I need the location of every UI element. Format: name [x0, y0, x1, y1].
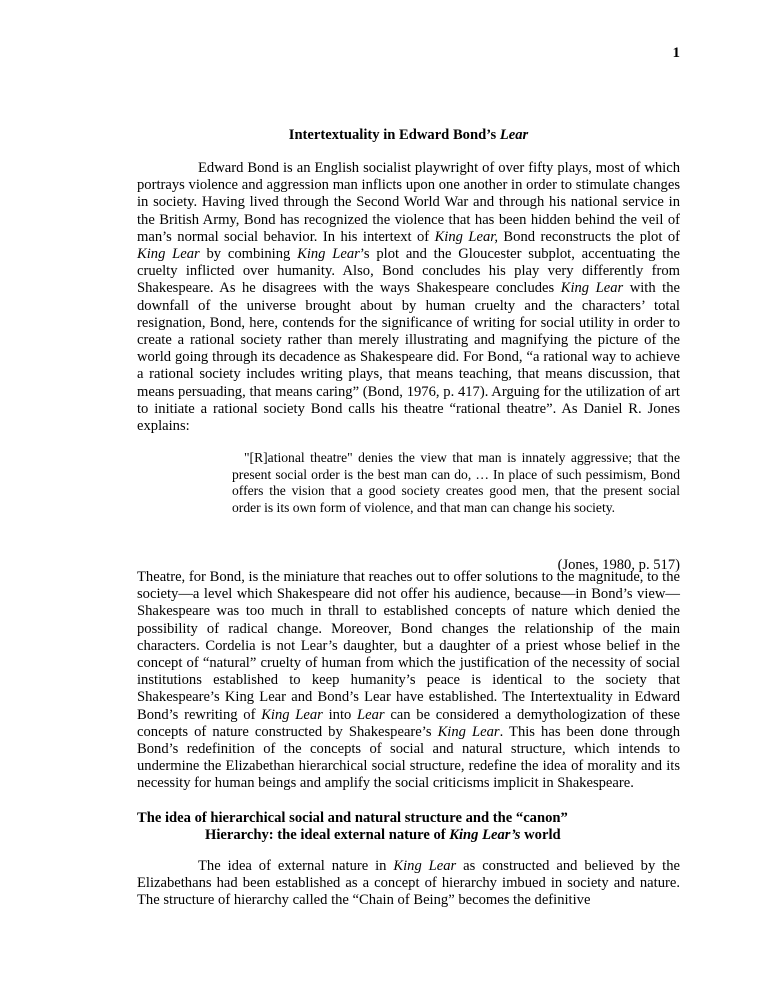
- p3-segment-2: as constructed and believed by the Elizabethans had been established as a concept of hierarchy imbued in society and nature. The structure of hierarchy called the “Chain of Being” becomes the definitive: [137, 858, 680, 909]
- body-paragraph-3: [137, 858, 680, 910]
- p2-segment-3: can be considered a demythologization of these concepts of nature constructed by Shakespeare’s: [137, 706, 680, 740]
- title-italic-text: Lear: [499, 127, 529, 143]
- p2-segment-1: Theatre, for Bond, is the miniature that reaches out to offer solutions to the magnitude, to the society—a level which Shakespeare did not offer his audience, because—in Bond’s view—Shakespeare was too much in thrall to established concepts of nature which denied the possibility of radical change. Moreover, Bond changes the relationship of the main characters. Cordelia is not Lear’s daughter, but a daughter of a priest whose belief in the concept of “natural” cruelty of human from which the justification of the necessity of social institutions established to keep humanity’s peace is identical to the society that Shakespeare’s King Lear and Bond’s Lear have established. The Intertextuality in Edward Bond’s rewriting of: [137, 569, 680, 723]
- p1-italic-2: King Lear: [137, 246, 200, 263]
- section-heading-primary: The idea of hierarchical social and natural structure and the “canon”: [137, 810, 568, 826]
- p3-segment-1: The idea of external nature in: [198, 858, 394, 874]
- p2-segment-4: . This has been done through Bond’s redefinition of the concepts of social and natural structure, which intends to undermine the Elizabethan hierarchical social structure, redefine the idea of morality and its necessity for human beings and amplify the social criticisms implicit in Shakespeare.: [137, 723, 680, 792]
- p2-italic-3: King Lear: [437, 723, 500, 740]
- page-number: 1: [672, 45, 680, 61]
- page-title: [137, 127, 680, 144]
- p1-italic-1: King Lear,: [434, 228, 498, 245]
- p3-italic-1: King Lear: [393, 858, 457, 874]
- p1-segment-1: Edward Bond is an English socialist playwright of over fifty plays, most of which portrays violence and aggression man inflicts upon one another in order to stimulate changes in society. Having lived through the Second World War and through his national service in the British Army, Bond has recognized the violence that has been hidden behind the veil of man’s normal social behavior. In his intertext of: [137, 160, 680, 245]
- title-plain-text: Intertextuality in Edward Bond’s: [288, 127, 500, 143]
- p1-segment-5: with the downfall of the universe brought about by human cruelty and the characters’ total resignation, Bond, here, contends for the significance of writing for social utility in order to create a rational society rather than merely illustrating and magnifying the picture of the world going through its decadence as Shakespeare did. For Bond, “a rational way to achieve a rational society includes writing plays, that means teaching, that means discussion, that means persuading, that means caring” (Bond, 1976, p. 417). Arguing for the utilization of art to initiate a rational society Bond calls his theatre “rational theatre”. As Daniel R. Jones explains:: [137, 280, 680, 435]
- p1-segment-2: Bond reconstructs the plot of: [498, 228, 680, 245]
- p1-segment-3: by combining: [199, 246, 298, 263]
- p2-segment-2: into: [322, 706, 358, 723]
- h2-segment-2: world: [520, 827, 561, 843]
- p2-italic-1: King Lear: [261, 706, 323, 723]
- p1-italic-3: King Lear: [297, 246, 360, 263]
- body-paragraph-2: [137, 569, 680, 793]
- p2-italic-2: Lear: [357, 706, 385, 723]
- h2-segment-1: Hierarchy: the ideal external nature of: [205, 827, 450, 843]
- p1-italic-4: King Lear: [560, 280, 624, 297]
- p1-segment-4: ’s plot and the Gloucester subplot, accentuating the cruelty inflicted over humanity. Also, Bond concludes his play very differently from Shakespeare. As he disagrees with the ways Shakespeare concludes: [137, 246, 681, 297]
- section-heading-secondary: [137, 827, 748, 844]
- h2-bold-italic: King Lear’s: [449, 827, 521, 843]
- quote-citation: (Jones, 1980, p. 517): [557, 556, 680, 573]
- block-quote: "[R]ational theatre" denies the view that man is innately aggressive; that the present social order is the best man can do, … In place of such pessimism, Bond offers the vision that a good society creates good men, that the present social order is its own form of violence, and that man can change his society.: [232, 450, 680, 515]
- body-paragraph-1: [137, 160, 680, 435]
